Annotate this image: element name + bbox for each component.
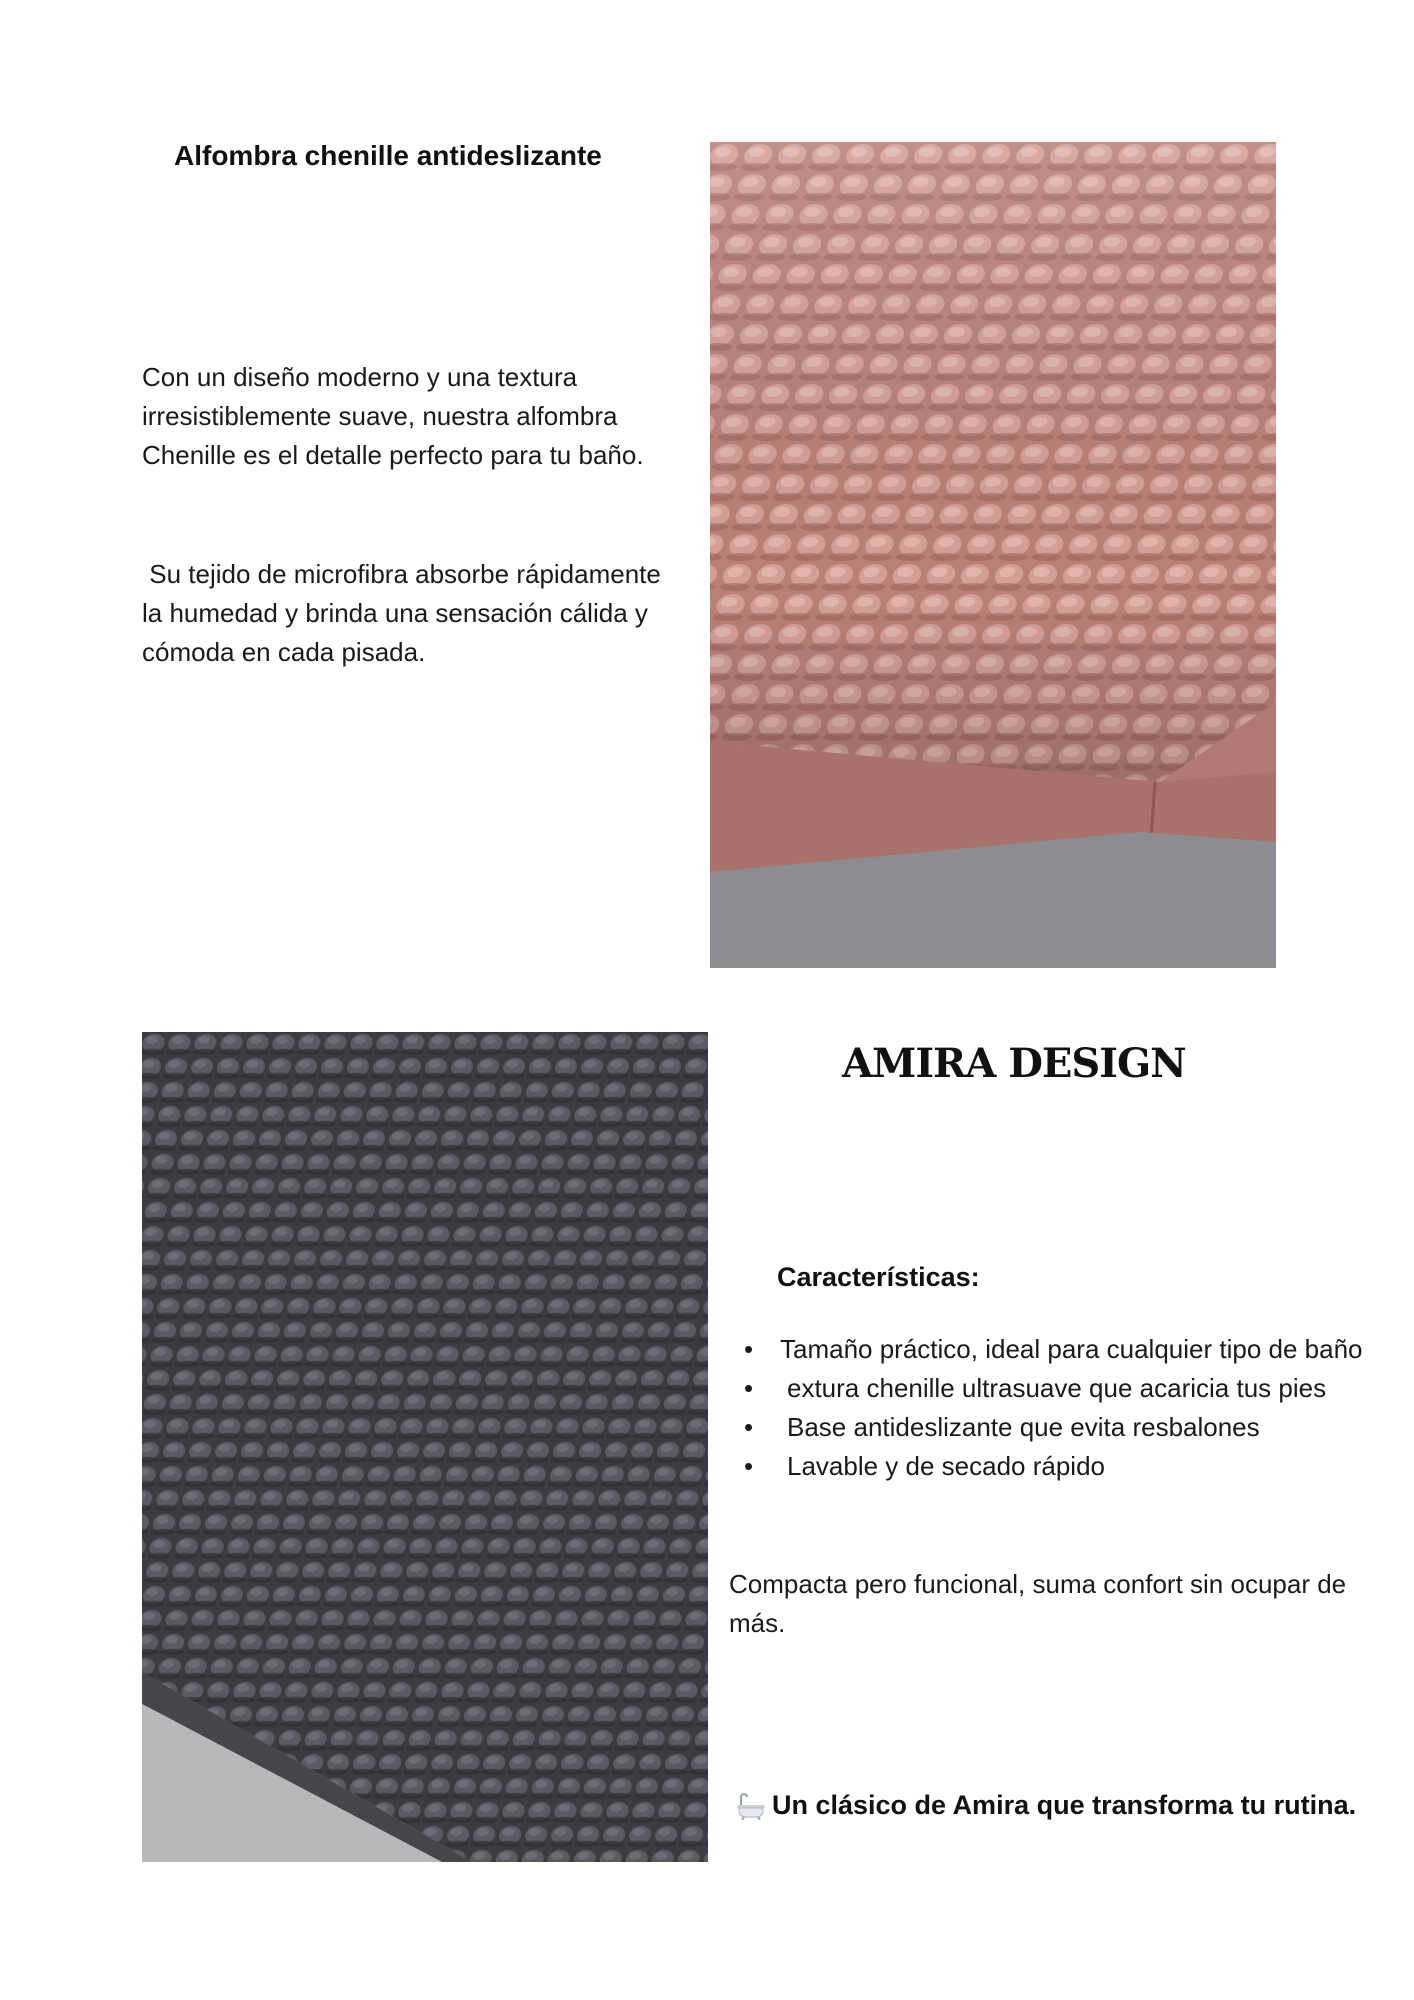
features-list xyxy=(742,1330,1392,1486)
grey-rug-photo xyxy=(142,1032,708,1862)
list-item: • extura chenille ultrasuave que acaricia tus pies xyxy=(742,1369,1392,1408)
intro-paragraph-2: Su tejido de microfibra absorbe rápidamente la humedad y brinda una sensación cálida y cómoda en cada pisada. xyxy=(142,559,669,667)
bathtub-icon xyxy=(736,1792,766,1820)
tagline-text: Un clásico de Amira que transforma tu rutina. xyxy=(772,1790,1357,1820)
closing-paragraph: Compacta pero funcional, suma confort sin ocupar de más. xyxy=(729,1569,1347,1638)
page-title: Alfombra chenille antideslizante xyxy=(174,140,602,171)
pink-rug-photo xyxy=(710,142,1276,968)
list-item: • Base antideslizante que evita resbalones xyxy=(742,1408,1392,1447)
features-heading: Características: xyxy=(777,1262,980,1292)
brand-name: AMIRA DESIGN xyxy=(842,1040,1186,1087)
list-item: • Lavable y de secado rápido xyxy=(742,1447,1392,1486)
list-item: • Tamaño práctico, ideal para cualquier tipo de baño xyxy=(742,1330,1392,1369)
intro-paragraph-1: Con un diseño moderno y una textura irresistiblemente suave, nuestra alfombra Chenille es el detalle perfecto para tu baño. xyxy=(142,362,644,470)
tagline xyxy=(736,1790,1356,1821)
